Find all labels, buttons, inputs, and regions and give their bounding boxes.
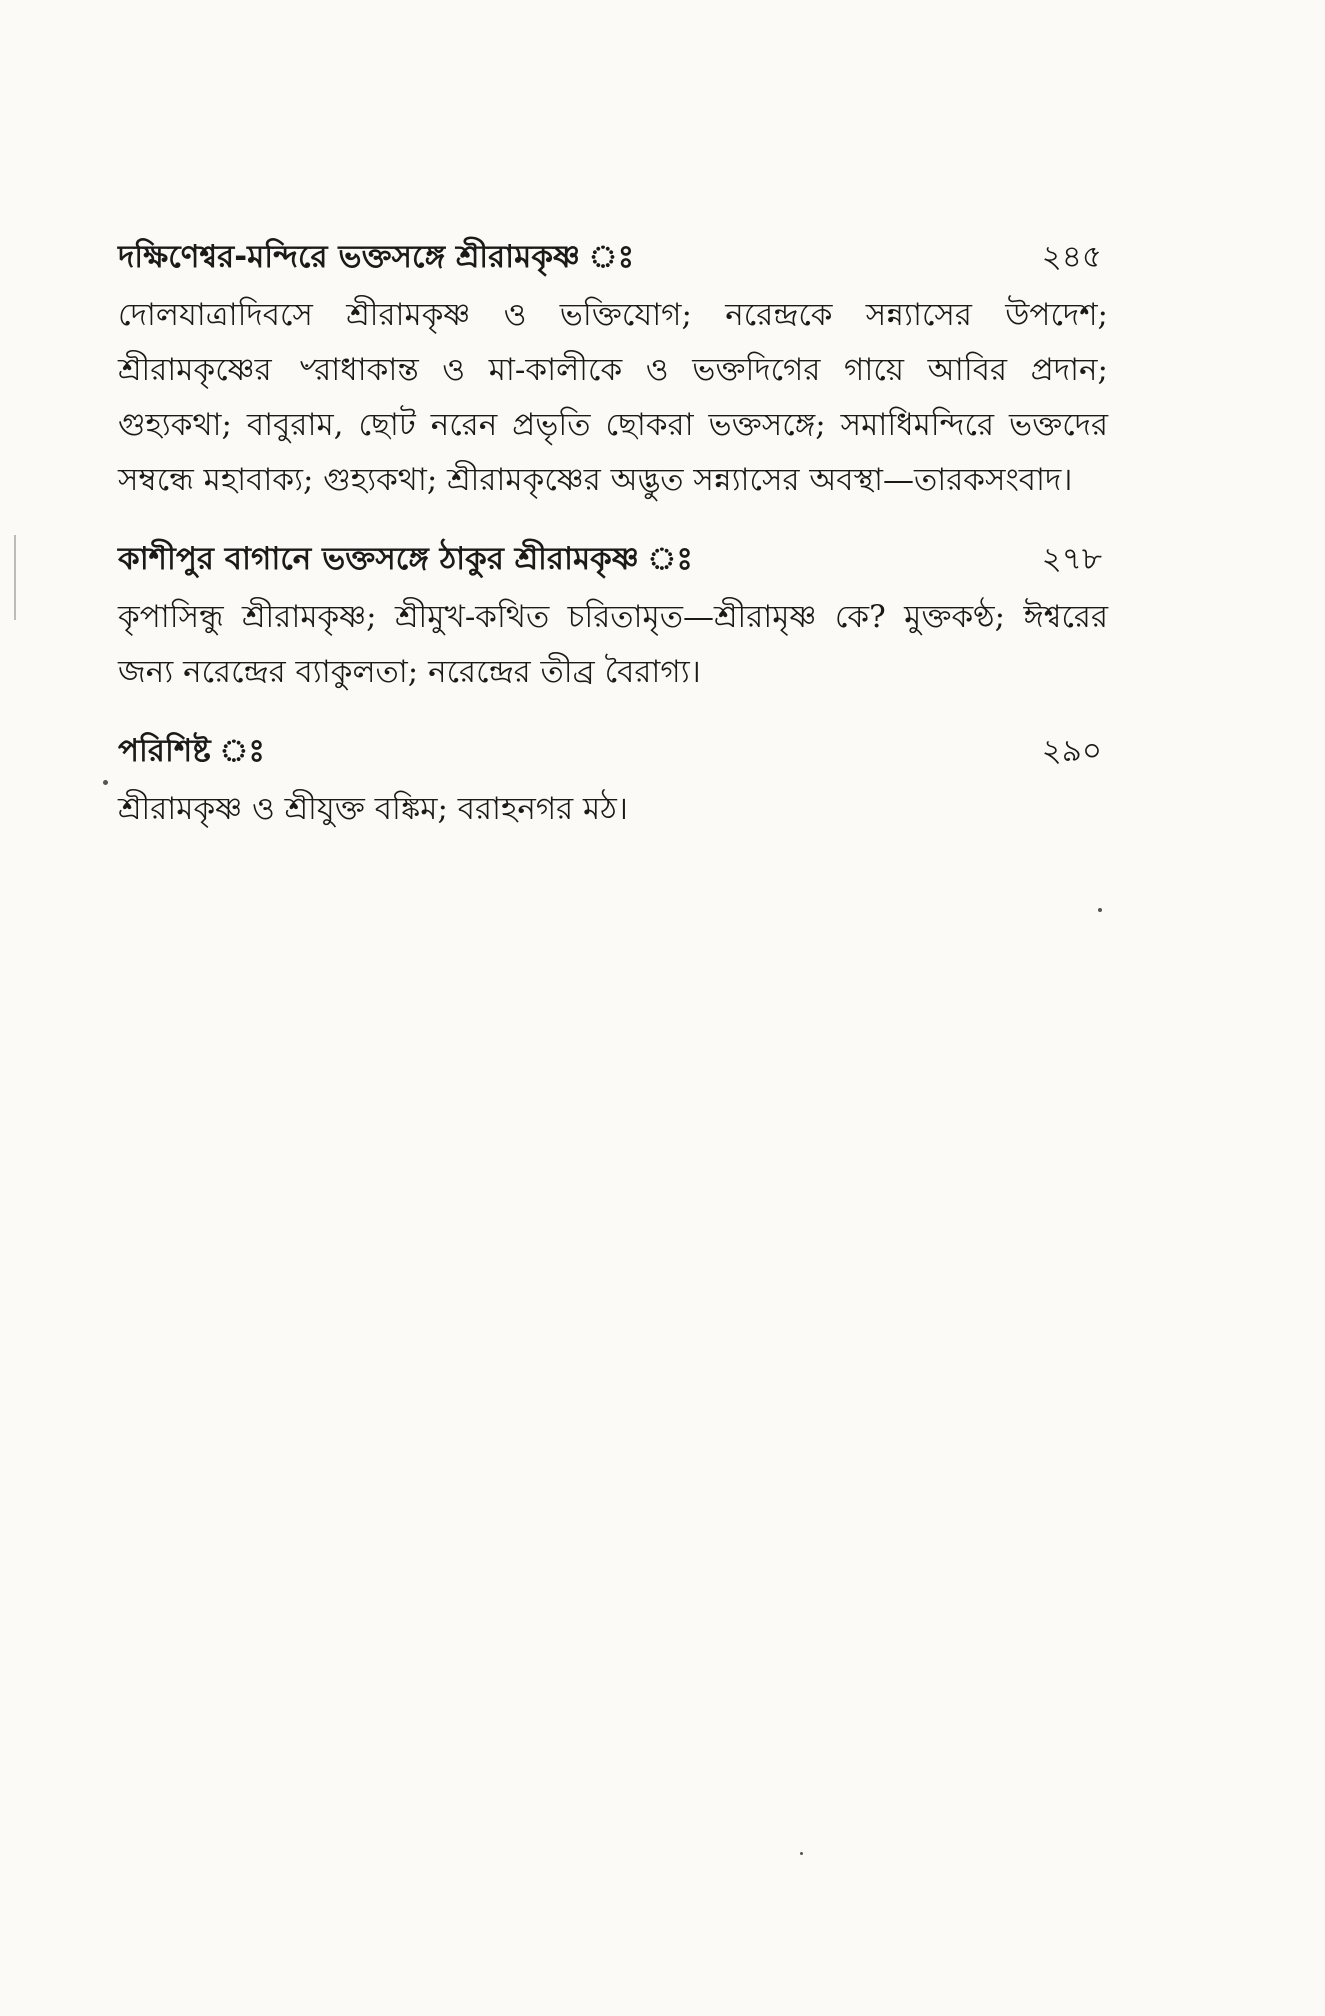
toc-heading xyxy=(118,536,1108,582)
toc-entry xyxy=(118,234,1108,508)
toc-page-number: ২৯০ xyxy=(1041,733,1102,769)
toc-heading xyxy=(118,234,1108,280)
toc-page-number: ২৭৮ xyxy=(1041,541,1102,577)
toc-heading-title: পরিশিষ্ট ঃ xyxy=(118,733,265,769)
toc-entry xyxy=(118,536,1108,700)
scan-margin-mark xyxy=(14,535,16,620)
toc-heading-title: কাশীপুর বাগানে ভক্তসঙ্গে ঠাকুর শ্রীরামকৃষ্ণ ঃ xyxy=(118,541,693,577)
toc-page-number: ২৪৫ xyxy=(1041,239,1102,275)
toc-description: কৃপাসিন্ধু শ্রীরামকৃষ্ণ; শ্রীমুখ-কথিত চরিতামৃত—শ্রীরামৃষ্ণ কে? মুক্তকণ্ঠ; ঈশ্বরের জন্য নরেন্দ্রের ব্যাকুলতা; নরেন্দ্রের তীব্র বৈরাগ্য। xyxy=(118,599,1108,690)
toc-description: দোলযাত্রাদিবসে শ্রীরামকৃষ্ণ ও ভক্তিযোগ; নরেন্দ্রকে সন্ন্যাসের উপদেশ; শ্রীরামকৃষ্ণের ৺রাধাকান্ত ও মা-কালীকে ও ভক্তদিগের গায়ে আবির প্রদান; গুহ্যকথা; বাবুরাম, ছোট নরেন প্রভৃতি ছোকরা ভক্তসঙ্গে; সমাধিমন্দিরে ভক্তদের সম্বন্ধে মহাবাক্য; গুহ্যকথা; শ্রীরামকৃষ্ণের অদ্ভুত সন্ন্যাসের অবস্থা—তারকসংবাদ। xyxy=(118,297,1108,498)
scan-speck xyxy=(800,1852,803,1855)
table-of-contents xyxy=(118,234,1108,865)
scan-speck xyxy=(1098,908,1102,912)
scan-speck xyxy=(103,780,108,785)
toc-entry xyxy=(118,728,1108,837)
toc-description: শ্রীরামকৃষ্ণ ও শ্রীযুক্ত বঙ্কিম; বরাহনগর মঠ। xyxy=(118,791,628,827)
toc-heading-title: দক্ষিণেশ্বর-মন্দিরে ভক্তসঙ্গে শ্রীরামকৃষ্ণ ঃ xyxy=(118,239,635,275)
toc-heading xyxy=(118,728,1108,774)
